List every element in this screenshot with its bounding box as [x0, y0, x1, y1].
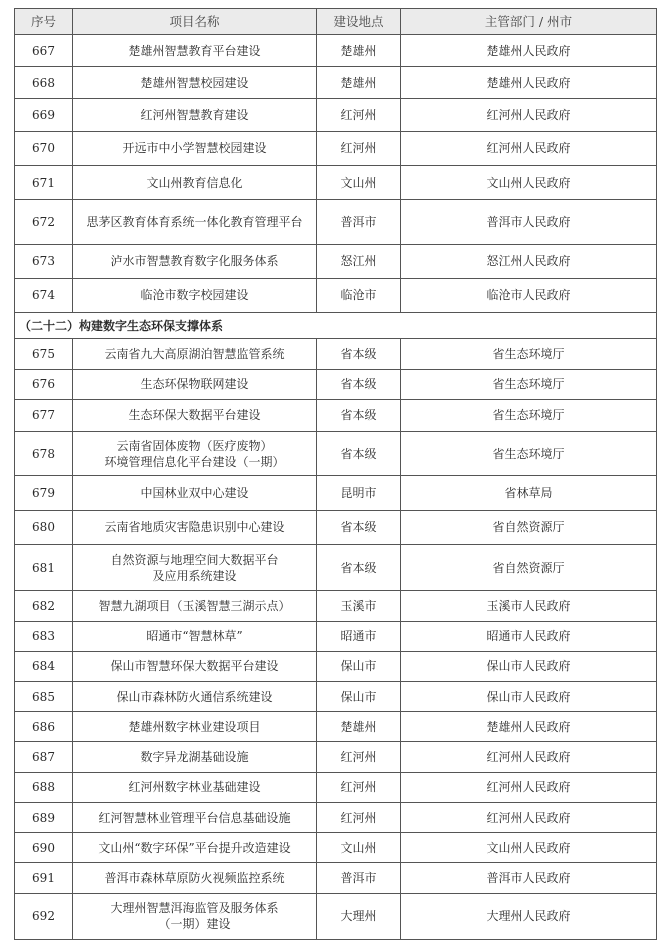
cell-name: 泸水市智慧教育数字化服务体系	[73, 244, 317, 278]
cell-no: 686	[15, 712, 73, 742]
cell-name: 楚雄州智慧教育平台建设	[73, 35, 317, 67]
cell-no: 685	[15, 681, 73, 711]
cell-site: 昭通市	[317, 621, 401, 651]
table-row	[15, 681, 657, 711]
cell-site: 省本级	[317, 339, 401, 369]
cell-no: 674	[15, 278, 73, 312]
cell-dept: 红河州人民政府	[401, 742, 657, 772]
cell-no: 675	[15, 339, 73, 369]
table-row	[15, 893, 657, 939]
cell-site: 楚雄州	[317, 712, 401, 742]
cell-site: 大理州	[317, 893, 401, 939]
cell-dept: 楚雄州人民政府	[401, 712, 657, 742]
cell-dept: 省生态环境厅	[401, 432, 657, 476]
cell-no: 678	[15, 432, 73, 476]
cell-site: 保山市	[317, 651, 401, 681]
cell-dept: 省生态环境厅	[401, 339, 657, 369]
cell-no: 692	[15, 893, 73, 939]
cell-no: 672	[15, 200, 73, 244]
cell-name: 临沧市数字校园建设	[73, 278, 317, 312]
header-dept: 主管部门 / 州市	[401, 9, 657, 35]
cell-site: 红河州	[317, 772, 401, 802]
table-row	[15, 369, 657, 399]
cell-name: 保山市智慧环保大数据平台建设	[73, 651, 317, 681]
table-row	[15, 131, 657, 165]
cell-dept: 省自然资源厅	[401, 510, 657, 544]
cell-dept: 昭通市人民政府	[401, 621, 657, 651]
table-row	[15, 339, 657, 369]
cell-dept: 红河州人民政府	[401, 802, 657, 832]
table-row	[15, 863, 657, 893]
cell-name: 云南省固体废物（医疗废物） 环境管理信息化平台建设（一期）	[73, 432, 317, 476]
cell-site: 红河州	[317, 131, 401, 165]
cell-site: 普洱市	[317, 863, 401, 893]
cell-name: 智慧九湖项目（玉溪智慧三湖示点）	[73, 591, 317, 621]
cell-no: 671	[15, 165, 73, 199]
cell-no: 677	[15, 399, 73, 431]
table-row	[15, 802, 657, 832]
cell-name: 生态环保物联网建设	[73, 369, 317, 399]
table-row	[15, 67, 657, 99]
cell-dept: 怒江州人民政府	[401, 244, 657, 278]
cell-dept: 红河州人民政府	[401, 131, 657, 165]
table-row	[15, 772, 657, 802]
cell-dept: 保山市人民政府	[401, 681, 657, 711]
cell-no: 669	[15, 99, 73, 131]
cell-site: 省本级	[317, 544, 401, 590]
cell-name: 保山市森林防火通信系统建设	[73, 681, 317, 711]
cell-dept: 省生态环境厅	[401, 369, 657, 399]
cell-name: 大理州智慧洱海监管及服务体系 （一期）建设	[73, 893, 317, 939]
cell-dept: 楚雄州人民政府	[401, 35, 657, 67]
cell-site: 普洱市	[317, 200, 401, 244]
header-row	[15, 9, 657, 35]
table-row	[15, 99, 657, 131]
project-table	[14, 8, 657, 940]
cell-dept: 省林草局	[401, 476, 657, 510]
table-row	[15, 244, 657, 278]
cell-site: 省本级	[317, 369, 401, 399]
cell-site: 省本级	[317, 510, 401, 544]
cell-dept: 楚雄州人民政府	[401, 67, 657, 99]
cell-dept: 大理州人民政府	[401, 893, 657, 939]
table-row	[15, 165, 657, 199]
table-row	[15, 278, 657, 312]
header-site: 建设地点	[317, 9, 401, 35]
cell-name: 云南省地质灾害隐患识别中心建设	[73, 510, 317, 544]
table-row	[15, 432, 657, 476]
cell-no: 673	[15, 244, 73, 278]
cell-name: 红河智慧林业管理平台信息基础设施	[73, 802, 317, 832]
cell-dept: 省自然资源厅	[401, 544, 657, 590]
table-row	[15, 742, 657, 772]
cell-site: 文山州	[317, 833, 401, 863]
header-name: 项目名称	[73, 9, 317, 35]
cell-no: 687	[15, 742, 73, 772]
cell-name: 云南省九大高原湖泊智慧监管系统	[73, 339, 317, 369]
cell-no: 691	[15, 863, 73, 893]
cell-dept: 普洱市人民政府	[401, 200, 657, 244]
cell-no: 667	[15, 35, 73, 67]
cell-no: 668	[15, 67, 73, 99]
cell-no: 679	[15, 476, 73, 510]
cell-dept: 文山州人民政府	[401, 833, 657, 863]
cell-no: 689	[15, 802, 73, 832]
cell-dept: 红河州人民政府	[401, 772, 657, 802]
cell-dept: 保山市人民政府	[401, 651, 657, 681]
cell-site: 红河州	[317, 99, 401, 131]
cell-dept: 玉溪市人民政府	[401, 591, 657, 621]
cell-site: 楚雄州	[317, 35, 401, 67]
cell-name: 普洱市森林草原防火视频监控系统	[73, 863, 317, 893]
cell-dept: 普洱市人民政府	[401, 863, 657, 893]
cell-name: 红河州数字林业基础建设	[73, 772, 317, 802]
cell-no: 682	[15, 591, 73, 621]
cell-dept: 红河州人民政府	[401, 99, 657, 131]
cell-site: 保山市	[317, 681, 401, 711]
cell-name: 思茅区教育体育系统一体化教育管理平台	[73, 200, 317, 244]
table-row	[15, 544, 657, 590]
cell-no: 676	[15, 369, 73, 399]
cell-site: 玉溪市	[317, 591, 401, 621]
table-row	[15, 35, 657, 67]
cell-site: 昆明市	[317, 476, 401, 510]
cell-no: 688	[15, 772, 73, 802]
cell-site: 红河州	[317, 802, 401, 832]
section-row	[15, 313, 657, 339]
cell-no: 670	[15, 131, 73, 165]
cell-no: 690	[15, 833, 73, 863]
cell-site: 省本级	[317, 432, 401, 476]
table-row	[15, 200, 657, 244]
cell-site: 文山州	[317, 165, 401, 199]
table-row	[15, 510, 657, 544]
cell-site: 临沧市	[317, 278, 401, 312]
cell-name: 数字异龙湖基础设施	[73, 742, 317, 772]
table-row	[15, 833, 657, 863]
table-row	[15, 399, 657, 431]
section-title: （二十二）构建数字生态环保支撑体系	[15, 313, 657, 339]
table-row	[15, 476, 657, 510]
cell-no: 681	[15, 544, 73, 590]
cell-dept: 省生态环境厅	[401, 399, 657, 431]
cell-name: 楚雄州数字林业建设项目	[73, 712, 317, 742]
cell-name: 中国林业双中心建设	[73, 476, 317, 510]
table-row	[15, 621, 657, 651]
cell-no: 684	[15, 651, 73, 681]
table-row	[15, 712, 657, 742]
cell-name: 楚雄州智慧校园建设	[73, 67, 317, 99]
cell-dept: 临沧市人民政府	[401, 278, 657, 312]
header-no: 序号	[15, 9, 73, 35]
cell-name: 昭通市“智慧林草”	[73, 621, 317, 651]
cell-name: 自然资源与地理空间大数据平台 及应用系统建设	[73, 544, 317, 590]
table-row	[15, 591, 657, 621]
cell-site: 怒江州	[317, 244, 401, 278]
cell-site: 楚雄州	[317, 67, 401, 99]
cell-name: 文山州“数字环保”平台提升改造建设	[73, 833, 317, 863]
cell-no: 680	[15, 510, 73, 544]
cell-site: 省本级	[317, 399, 401, 431]
cell-name: 开远市中小学智慧校园建设	[73, 131, 317, 165]
cell-name: 文山州教育信息化	[73, 165, 317, 199]
cell-name: 红河州智慧教育建设	[73, 99, 317, 131]
cell-dept: 文山州人民政府	[401, 165, 657, 199]
cell-site: 红河州	[317, 742, 401, 772]
table-row	[15, 651, 657, 681]
cell-name: 生态环保大数据平台建设	[73, 399, 317, 431]
cell-no: 683	[15, 621, 73, 651]
